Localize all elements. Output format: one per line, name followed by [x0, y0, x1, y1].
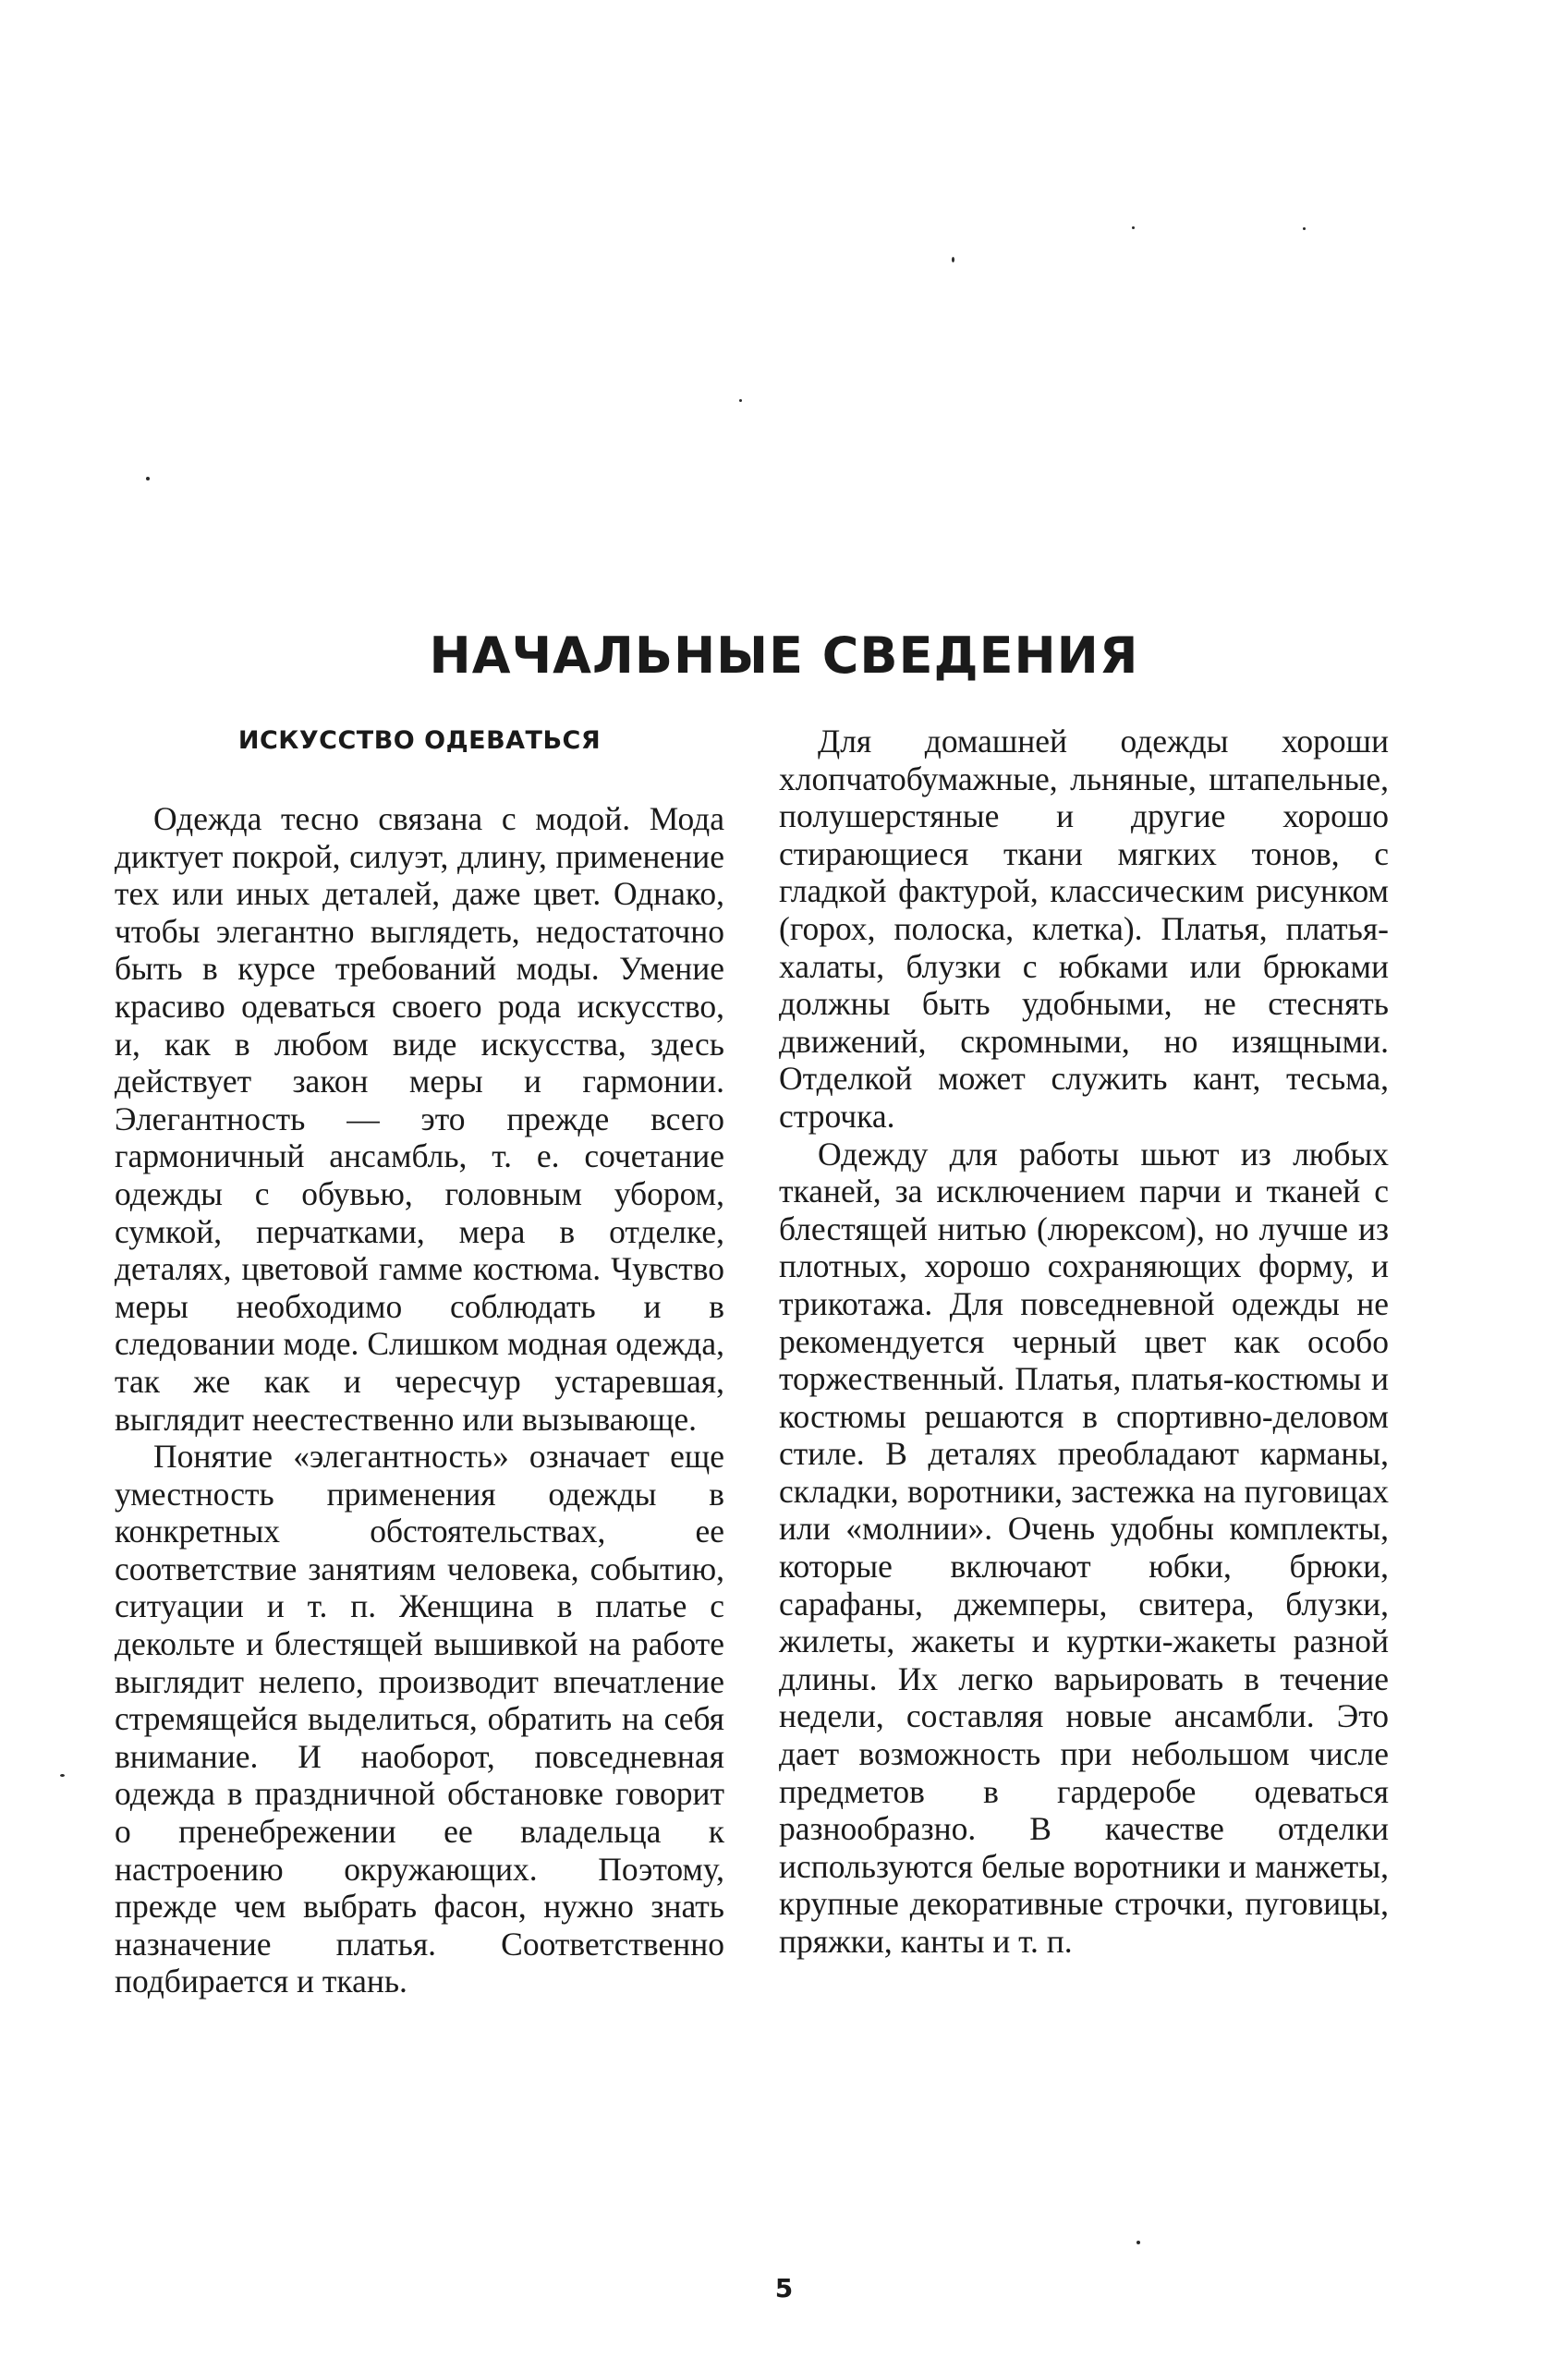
scan-speck	[1132, 226, 1135, 229]
scan-speck	[60, 1774, 65, 1777]
scan-speck	[739, 399, 742, 402]
section-title: ИСКУССТВО ОДЕВАТЬСЯ	[237, 726, 602, 755]
scan-speck	[1136, 2241, 1140, 2244]
paragraph: Для домашней одежды хороши хлопчатобумажные, льняные, штапельные, полушерстяные и другие хорошо стирающиеся ткани мягких тонов, с гладкой фактурой, классическим рисунком (горох, полоска, клетка). Платья, платья-халаты, блузки с юбками или брюками должны быть удобными, не стеснять движений, скромными, но изящными. Отделкой может служить кант, тесьма, строчка.	[779, 723, 1389, 1135]
left-column	[115, 723, 724, 2000]
paragraph: Одежда тесно связана с модой. Мода диктует покрой, силуэт, длину, применение тех или иных деталей, даже цвет. Однако, чтобы элегантно выглядеть, недостаточно быть в курсе требований моды. Умение красиво одеваться своего рода искусство, и, как в любом виде искусства, здесь действует закон меры и гармонии. Элегантность — это прежде всего гармоничный ансамбль, т. е. сочетание одежды с обувью, головным убором, сумкой, перчатками, мера в отделке, деталях, цветовой гамме костюма. Чувство меры необходимо соблюдать и в следовании моде. Слишком модная одежда, так же как и чересчур устаревшая, выглядит неестественно или вызывающе.	[115, 800, 724, 1438]
paragraph: Одежду для работы шьют из любых тканей, за исключением парчи и тканей с блестящей нитью (люрексом), но лучше из плотных, хорошо сохраняющих форму, и трикотажа. Для повседневной одежды не рекомендуется черный цвет как особо торжественный. Платья, платья-костюмы и костюмы решаются в спортивно-деловом стиле. В деталях преобладают карманы, складки, воротники, застежка на пуговицах или «молнии». Очень удобны комплекты, которые включают юбки, брюки, сарафаны, джемперы, свитера, блузки, жилеты, жакеты и куртки-жакеты разной длины. Их легко варьировать в течение недели, составляя новые ансамбли. Это дает возможность при небольшом числе предметов в гардеробе одеваться разнообразно. В качестве отделки используются белые воротники и манжеты, крупные декоративные строчки, пуговицы, пряжки, канты и т. п.	[779, 1135, 1389, 1960]
page-number: 5	[774, 2273, 794, 2303]
scan-speck	[952, 257, 954, 262]
scan-speck	[1303, 227, 1306, 230]
right-column	[779, 723, 1389, 1961]
paragraph: Понятие «элегантность» означает еще уместность применения одежды в конкретных обстоятельствах, ее соответствие занятиям человека, событию, ситуации и т. п. Женщина в платье с декольте и блестящей вышивкой на работе выглядит нелепо, производит впечатление стремящейся выделиться, обратить на себя внимание. И наоборот, повседневная одежда в праздничной обстановке говорит о пренебрежении ее владельца к настроению окружающих. Поэтому, прежде чем выбрать фасон, нужно знать назначение платья. Соответственно подбирается и ткань.	[115, 1438, 724, 2000]
scan-speck	[146, 477, 150, 480]
chapter-title: НАЧАЛЬНЫЕ СВЕДЕНИЯ	[429, 626, 1139, 685]
